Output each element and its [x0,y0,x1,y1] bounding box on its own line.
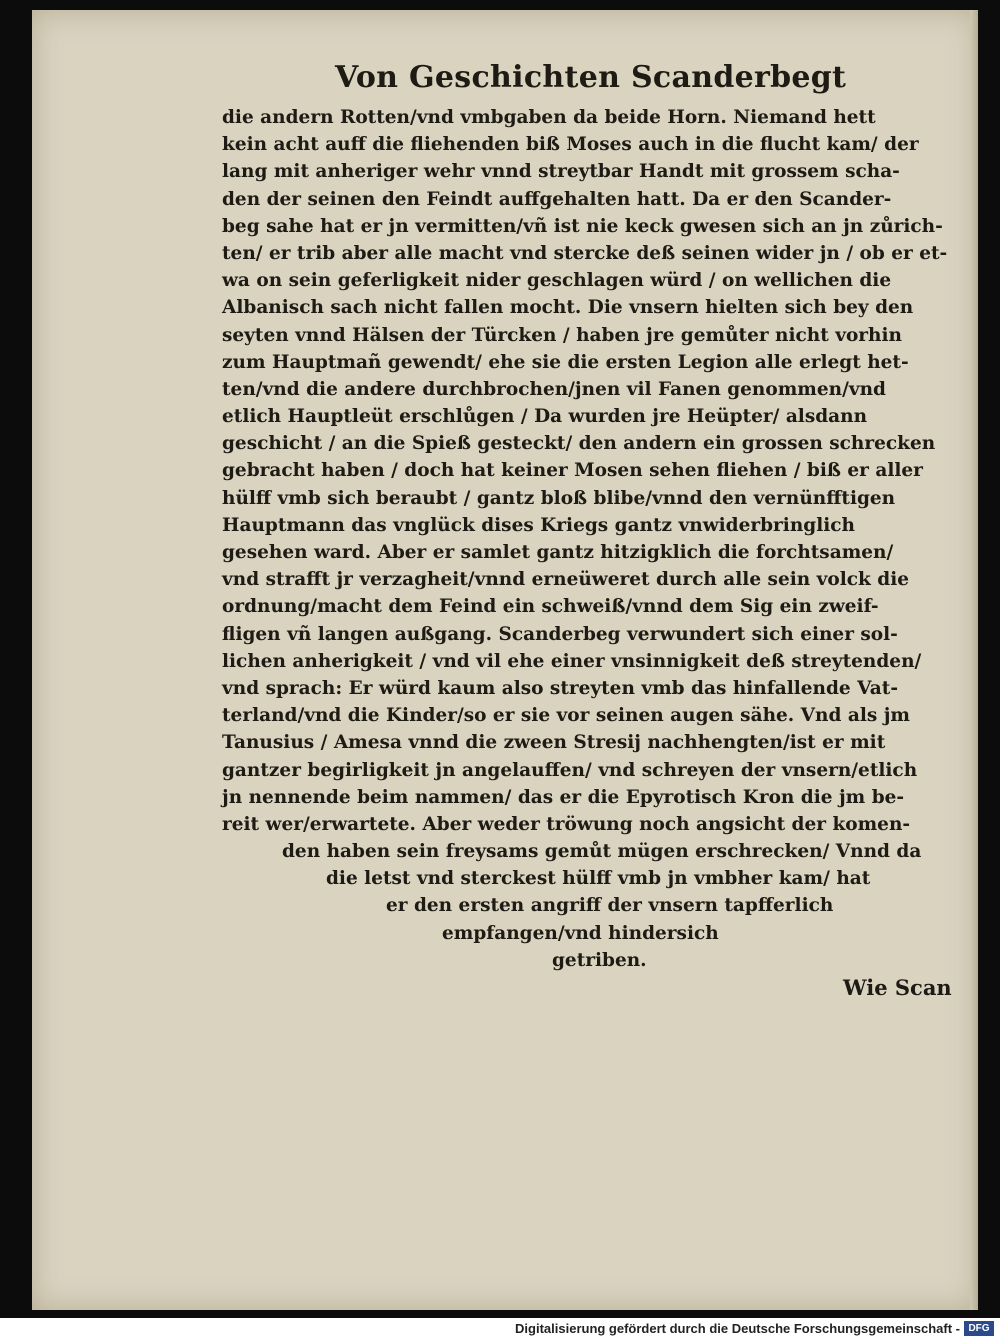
text-line: seyten vnnd Hälsen der Türcken / haben jre gemůter nicht vorhin [222,324,902,346]
text-line: wa on sein geferligkeit nider geschlagen würd / on wellichen die [222,270,892,292]
running-head: Von Geschichten Scanderbegt [335,60,847,95]
text-line: kein acht auff die fliehenden biß Moses auch in die flucht kam/ der [222,134,919,156]
text-line: Albanisch sach nicht fallen mocht. Die vnsern hielten sich bey den [222,297,914,319]
text-line: zum Hauptmañ gewendt/ ehe sie die ersten Legion alle erlegt het- [222,351,909,373]
text-line: beg sahe hat er jn vermitten/vñ ist nie keck gwesen sich an jn zůrich- [222,215,943,237]
body-text [222,104,952,974]
page-edge [970,10,978,1310]
text-line: empfangen/vnd hindersich [442,922,719,944]
text-line: den haben sein freysams gemůt mügen erschrecken/ Vnnd da [282,841,922,863]
text-line: den der seinen den Feindt auffgehalten hatt. Da er den Scander- [222,188,892,210]
text-line: gantzer begirligkeit jn angelauffen/ vnd schreyen der vnsern/etlich [222,759,918,781]
catchword: Wie Scan [843,975,952,1000]
text-line: reit wer/erwartete. Aber weder tröwung noch angsicht der komen- [222,813,911,835]
dfg-logo-icon: DFG [964,1321,994,1336]
text-line: getriben. [552,949,647,971]
text-line: ten/ er trib aber alle macht vnd stercke deß seinen wider jn / ob er et- [222,242,948,264]
text-line: er den ersten angriff der vnsern tapfferlich [386,895,834,917]
text-line: terland/vnd die Kinder/so er sie vor seinen augen sähe. Vnd als jm [222,705,911,727]
text-line: fligen vñ langen außgang. Scanderbeg verwundert sich einer sol- [222,623,898,645]
text-line: jn nennende beim nammen/ das er die Epyrotisch Kron die jm be- [222,786,905,808]
text-line: die letst vnd sterckest hülff vmb jn vmbher kam/ hat [326,868,871,890]
text-line: die andern Rotten/vnd vmbgaben da beide Horn. Niemand hett [222,107,876,128]
text-line: lang mit anheriger wehr vnnd streytbar Handt mit grossem scha- [222,161,900,183]
text-line: lichen anherigkeit / vnd vil ehe einer vnsinnigkeit deß streytenden/ [222,650,922,672]
text-line: Hauptmann das vnglück dises Kriegs gantz vnwiderbringlich [222,514,855,536]
text-line: Tanusius / Amesa vnnd die zween Stresij nachhengten/ist er mit [222,732,886,754]
text-line: hülff vmb sich beraubt / gantz bloß blibe/vnnd den vernünfftigen [222,487,896,509]
text-line: geschicht / an die Spieß gesteckt/ den andern ein grossen schrecken [222,433,936,455]
text-line: ten/vnd die andere durchbrochen/jnen vil Fanen genommen/vnd [222,378,886,400]
footer-bar [0,1318,1000,1341]
text-line: gesehen ward. Aber er samlet gantz hitzigklich die forchtsamen/ [222,542,894,563]
text-line: ordnung/macht dem Feind ein schweiß/vnnd dem Sig ein zweif- [222,596,879,618]
text-line: vnd strafft jr verzagheit/vnnd erneüweret durch alle sein volck die [222,569,910,591]
funding-credit: Digitalisierung gefördert durch die Deutsche Forschungsgemeinschaft - [515,1321,960,1336]
text-line: vnd sprach: Er würd kaum also streyten vmb das hinfallende Vat- [222,677,898,699]
text-line: etlich Hauptleüt erschlůgen / Da wurden jre Heüpter/ alsdann [222,406,868,428]
text-line: gebracht haben / doch hat keiner Mosen sehen fliehen / biß er aller [222,460,923,482]
